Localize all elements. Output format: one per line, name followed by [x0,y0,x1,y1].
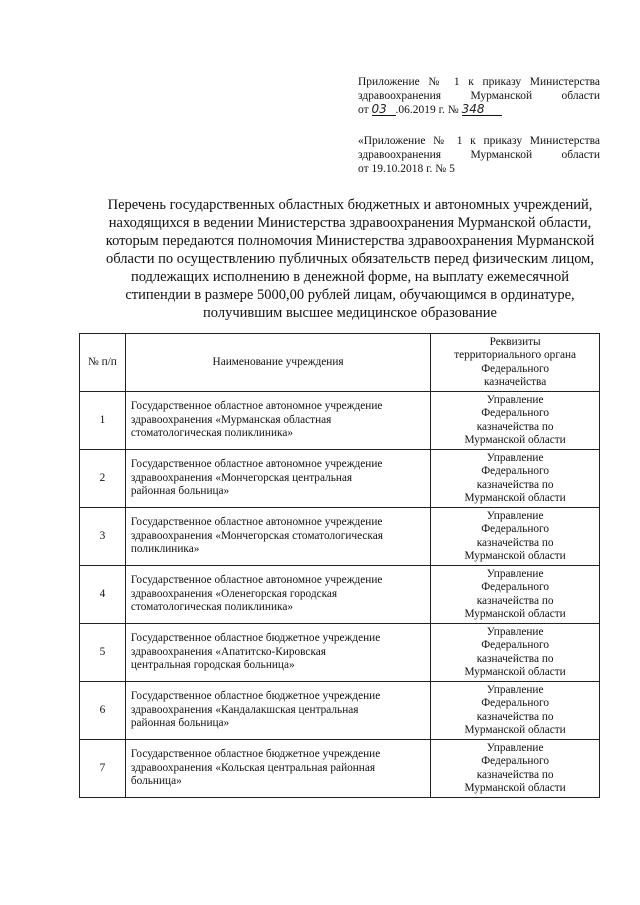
table-row [80,624,600,682]
row-number: 7 [80,740,126,798]
requisites-line: Мурманской области [464,665,566,678]
header-req-line: Реквизиты [489,335,541,348]
header-req-line: территориального органа [454,349,577,362]
requisites-line: казначейства по [476,710,554,723]
institution-name-line: районная больница» [130,485,230,498]
treasury-requisites [431,450,600,508]
institution-name-line: здравоохранения «Апатитско-Кировская [130,645,326,658]
requisites-line: Федерального [481,755,550,768]
title-line: стипендии в размере 5000,00 рублей лицам, обучающимся в ординатуре, [125,287,575,303]
requisites-line: казначейства по [476,652,554,665]
requisites-line: казначейства по [476,420,554,433]
requisites-line: казначейства по [476,768,554,781]
requisites-line: Федерального [481,465,550,478]
requisites-line: Мурманской области [464,607,566,620]
appendix-header-line: Приложение № 1 к приказу Министерства [358,76,600,88]
institution-name [125,392,430,450]
previous-header-line: здравоохранения Мурманской области [358,149,600,161]
institution-name-line: поликлиника» [130,543,200,556]
previous-appendix-header [358,134,600,176]
institution-name-line: Государственное областное бюджетное учреждение [130,632,381,645]
header-name: Наименование учреждения [125,334,430,392]
requisites-line: Федерального [481,639,550,652]
institution-name [125,682,430,740]
requisites-line: Мурманской области [464,723,566,736]
appendix-header-line: здравоохранения Мурманской области [358,90,600,102]
header-num: № п/п [80,334,126,392]
title-line: подлежащих исполнению в денежной форме, на выплату ежемесячной [130,269,570,285]
institution-name [125,566,430,624]
row-number: 2 [80,450,126,508]
row-number: 5 [80,624,126,682]
row-number: 6 [80,682,126,740]
institution-name-line: Государственное областное автономное учреждение [130,458,383,471]
date-prefix: от [358,104,369,116]
requisites-line: Мурманской области [464,549,566,562]
header-requisites [431,334,600,392]
requisites-line: Управление [486,741,544,754]
requisites-line: казначейства по [476,594,554,607]
institution-name-line: Государственное областное автономное учреждение [130,574,383,587]
treasury-requisites [431,392,600,450]
title-line: области по осуществлению публичных обязательств перед физическим лицом, [106,251,594,267]
institution-name-line: Государственное областное автономное учреждение [130,516,383,529]
table-row [80,450,600,508]
row-number: 4 [80,566,126,624]
requisites-line: казначейства по [476,478,554,491]
appendix-date-line [358,103,600,117]
institution-name-line: здравоохранения «Мончегорская центральная [130,471,353,484]
table-header-row [80,334,600,392]
row-number: 1 [80,392,126,450]
treasury-requisites [431,566,600,624]
requisites-line: Управление [486,625,544,638]
table-row [80,740,600,798]
institution-name-line: Государственное областное бюджетное учреждение [130,690,381,703]
header-req-line: казначейства [483,375,547,388]
date-rest: .06.2019 г. № [395,104,459,116]
table-row [80,566,600,624]
institution-name [125,450,430,508]
institution-name-line: здравоохранения «Мурманская областная [130,413,332,426]
institution-name-line: здравоохранения «Кандалакшская центральная [130,703,359,716]
table-row [80,508,600,566]
requisites-line: Управление [486,393,544,406]
previous-header-line: «Приложение № 1 к приказу Министерства [358,135,600,147]
requisites-line: Управление [486,683,544,696]
institution-name-line: здравоохранения «Оленегорская городская [130,587,338,600]
requisites-line: Федерального [481,581,550,594]
institutions-table [79,333,600,798]
row-number: 3 [80,508,126,566]
institution-name-line: стоматологическая поликлиника» [130,601,293,614]
document-title [80,196,620,322]
institution-name [125,740,430,798]
institution-name [125,624,430,682]
requisites-line: Мурманской области [464,491,566,504]
title-line: Перечень государственных областных бюджетных и автономных учреждений, [107,197,593,213]
institution-name-line: здравоохранения «Кольская центральная районная [130,761,376,774]
previous-header-line: от 19.10.2018 г. № 5 [358,163,455,175]
requisites-line: Федерального [481,523,550,536]
requisites-line: казначейства по [476,536,554,549]
treasury-requisites [431,508,600,566]
requisites-line: Управление [486,509,544,522]
requisites-line: Федерального [481,407,550,420]
appendix-header [358,75,600,117]
treasury-requisites [431,682,600,740]
requisites-line: Мурманской области [464,781,566,794]
title-line: которым передаются полномочия Министерства здравоохранения Мурманской [105,233,595,249]
institution-name-line: больница» [130,775,182,788]
institution-name-line: здравоохранения «Мончегорская стоматологическая [130,529,383,542]
title-line: получившим высшее медицинское образование [203,305,497,321]
header-req-line: Федерального [481,362,550,375]
requisites-line: Мурманской области [464,433,566,446]
requisites-line: Федерального [481,697,550,710]
institution-name-line: Государственное областное автономное учреждение [130,400,383,413]
institution-name-line: районная больница» [130,717,230,730]
handwritten-day: 03 [372,103,396,116]
institution-name-line: стоматологическая поликлиника» [130,427,293,440]
institution-name-line: центральная городская больница» [130,659,295,672]
treasury-requisites [431,740,600,798]
table-row [80,392,600,450]
institution-name [125,508,430,566]
title-line: находящихся в ведении Министерства здравоохранения Мурманской области, [108,215,592,231]
requisites-line: Управление [486,567,544,580]
treasury-requisites [431,624,600,682]
table-row [80,682,600,740]
institution-name-line: Государственное областное бюджетное учреждение [130,748,381,761]
handwritten-order-number: 348 [462,103,502,116]
requisites-line: Управление [486,451,544,464]
